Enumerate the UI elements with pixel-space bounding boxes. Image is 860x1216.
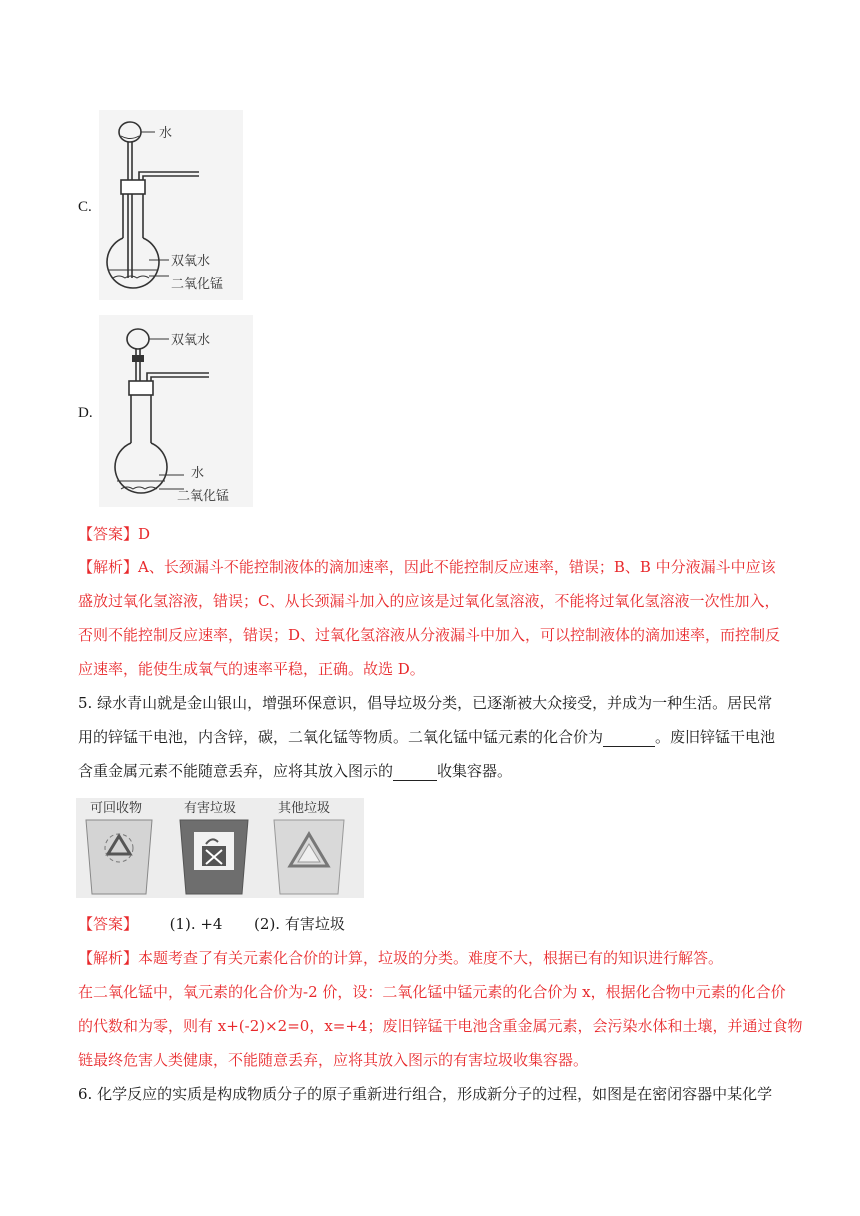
peroxide-label-c: 双氧水 (171, 254, 211, 269)
q5-stem-line-2a: 用的锌锰干电池，内含锌，碳，二氧化锰等物质。二氧化锰中锰元素的化合价为 (78, 728, 604, 746)
water-label-d: 水 (191, 466, 205, 481)
q5-answer-part-2: (2). 有害垃圾 (254, 915, 345, 933)
option-d-apparatus-drawing (99, 315, 253, 507)
mno2-label-d: 二氧化锰 (177, 489, 230, 504)
q4-answer-value: D (138, 525, 151, 543)
bin-label-other: 其他垃圾 (278, 801, 331, 816)
q5-stem-line-1: 5. 绿水青山就是金山银山，增强环保意识，倡导垃圾分类，已逐渐被大众接受，并成为一种生活。居民常 (78, 694, 773, 712)
q4-analysis-line-4: 应速率，能使生成氧气的速率平稳，正确。故选 D。 (78, 660, 425, 678)
q4-answer (78, 524, 783, 544)
bin-label-recyclable: 可回收物 (90, 801, 143, 816)
peroxide-label-d: 双氧水 (171, 333, 211, 348)
q5-blank-2 (393, 764, 437, 781)
q5-analysis-line-3: 的代数和为零，则有 x+(-2)×2=0，x=+4；废旧锌锰干电池含重金属元素，会污染水体和土壤，并通过食物 (78, 1017, 803, 1035)
water-label-c: 水 (159, 126, 173, 141)
option-d-apparatus-figure (99, 315, 253, 507)
q4-analysis-line-1 (78, 557, 783, 577)
option-c-label: C. (78, 199, 92, 215)
q5-answer-bracket: 【答案】 (78, 915, 139, 933)
q6-stem-line-1: 6. 化学反应的实质是构成物质分子的原子重新进行组合，形成新分子的过程，如图是在密闭容器中某化学 (78, 1085, 773, 1103)
q5-stem-line-2b: 。废旧锌锰干电池 (655, 728, 776, 746)
q5-blank-1 (603, 730, 655, 747)
waste-bins-figure (76, 798, 364, 898)
q5-analysis-text-1: 本题考查了有关元素化合价的计算，垃圾的分类。难度不大，根据已有的知识进行解答。 (138, 949, 724, 967)
q5-analysis-line-2: 在二氧化锰中，氧元素的化合价为-2 价，设：二氧化锰中锰元素的化合价为 x，根据化合物中元素的化合价 (78, 983, 786, 1001)
bin-label-hazardous: 有害垃圾 (184, 801, 237, 816)
q4-analysis-bracket: 【解析】 (78, 558, 139, 576)
q5-analysis-bracket: 【解析】 (78, 949, 139, 967)
option-c-apparatus-drawing (99, 110, 243, 300)
q5-stem-line-2 (78, 727, 783, 747)
q5-analysis-line-4: 链最终危害人类健康，不能随意丢弃，应将其放入图示的有害垃圾收集容器。 (78, 1051, 589, 1069)
option-d-label: D. (78, 405, 93, 421)
q4-analysis-line-2: 盛放过氧化氢溶液，错误；C、从长颈漏斗加入的应该是过氧化氢溶液，不能将过氧化氢溶液一次性加入， (78, 592, 780, 610)
q4-analysis-line-3: 否则不能控制反应速率，错误；D、过氧化氢溶液从分液漏斗中加入，可以控制液体的滴加速率，而控制反 (78, 626, 781, 644)
q5-answer-part-1: (1). +4 (169, 915, 223, 933)
option-c-apparatus-figure (99, 110, 243, 300)
q5-answer (78, 914, 783, 934)
q5-stem-line-3a: 含重金属元素不能随意丢弃，应将其放入图示的 (78, 762, 394, 780)
q5-stem-line-3b: 收集容器。 (437, 762, 513, 780)
q4-analysis-text-1: A、长颈漏斗不能控制液体的滴加速率，因此不能控制反应速率，错误；B、B 中分液漏斗中应该 (138, 558, 776, 576)
q5-stem-line-3 (78, 761, 783, 781)
q4-answer-bracket: 【答案】 (78, 525, 139, 543)
mno2-label-c: 二氧化锰 (171, 277, 224, 292)
q5-analysis-line-1 (78, 948, 783, 968)
waste-bins-drawing (76, 798, 364, 898)
